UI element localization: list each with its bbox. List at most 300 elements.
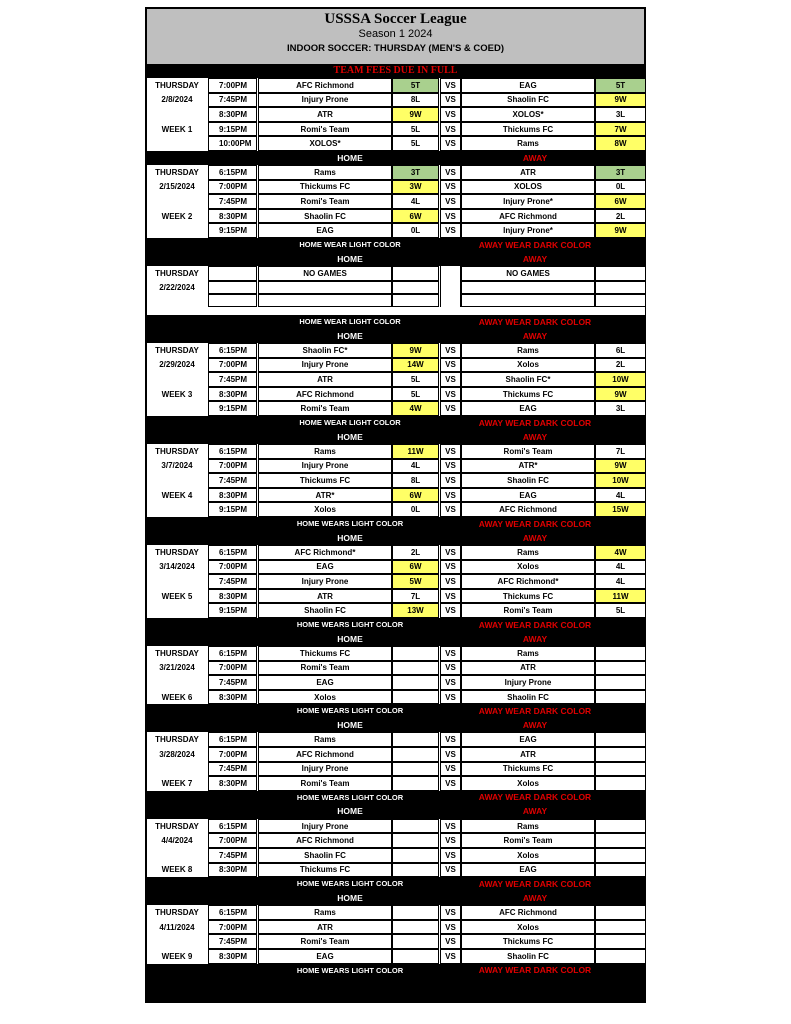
home-score: 5W [392,574,439,589]
home-team: Injury Prone [258,93,392,108]
game-row [145,122,646,137]
away-label: AWAY [522,892,548,903]
game-row [145,165,646,180]
game-time: 7:00PM [208,78,257,93]
home-score: 4W [392,401,439,416]
vs-label: VS [440,180,461,195]
away-team: EAG [461,488,595,503]
away-team: Xolos [461,848,595,863]
away-score: 9W [595,93,646,108]
away-score: 7L [595,444,646,459]
time-cell [208,281,257,294]
away-team-cell [461,281,595,294]
away-team: Thickums FC [461,589,595,604]
game-time: 7:45PM [208,93,257,108]
home-away-header [145,328,646,343]
home-score-cell [392,266,439,281]
away-label: AWAY [522,532,548,543]
home-score: 14W [392,358,439,373]
away-score: 2L [595,209,646,224]
home-score: 0L [392,502,439,517]
vs-label: VS [440,343,461,358]
vs-label: VS [440,545,461,560]
away-label: AWAY [522,806,548,817]
day-label: THURSDAY [145,646,207,661]
game-time: 8:30PM [208,863,257,878]
away-score: 3T [595,165,646,180]
away-score [595,934,646,949]
away-team: Rams [461,545,595,560]
uniform-note-row [145,877,646,890]
uniform-note-row [145,315,646,328]
away-team: Rams [461,646,595,661]
wear-dark-note: AWAY WEAR DARK COLOR [478,619,592,630]
game-time: 8:30PM [208,776,257,791]
game-time: 6:15PM [208,732,257,747]
uniform-note-row [145,791,646,804]
day-label: THURSDAY [145,78,207,93]
home-score: 13W [392,603,439,618]
away-team: XOLOS* [461,107,595,122]
date-column-cell [145,107,207,122]
home-team: Rams [258,165,392,180]
away-score: 11W [595,589,646,604]
home-away-header [145,429,646,444]
uniform-note-row [145,618,646,631]
home-score [392,646,439,661]
uniform-note-row [145,416,646,429]
vs-label: VS [440,93,461,108]
vs-label: VS [440,776,461,791]
home-team: Rams [258,905,392,920]
game-time: 7:00PM [208,459,257,474]
home-score [392,905,439,920]
game-row [145,444,646,459]
week-label: WEEK 9 [145,949,207,964]
wear-dark-note: AWAY WEAR DARK COLOR [478,316,592,327]
home-away-header [145,631,646,646]
home-team-cell [258,294,392,307]
home-score: 3T [392,165,439,180]
date-label: 3/7/2024 [145,459,207,474]
away-score [595,833,646,848]
home-team: Thickums FC [258,473,392,488]
home-label: HOME [337,431,363,442]
game-row [145,358,646,373]
away-team: EAG [461,78,595,93]
away-score: 8W [595,136,646,151]
home-team: Shaolin FC* [258,343,392,358]
home-away-header [145,151,646,165]
game-time: 8:30PM [208,488,257,503]
day-label: THURSDAY [145,266,207,281]
day-label: THURSDAY [145,732,207,747]
away-team: Thickums FC [461,122,595,137]
game-row [145,675,646,690]
game-row [145,459,646,474]
away-team: Shaolin FC [461,949,595,964]
home-team: Xolos [258,502,392,517]
away-team: ATR [461,747,595,762]
wear-light-note: HOME WEAR LIGHT COLOR [299,240,401,249]
home-score [392,661,439,676]
game-row [145,863,646,878]
away-team: Xolos [461,920,595,935]
week-label [145,294,207,307]
vs-label: VS [440,819,461,834]
home-team: Injury Prone [258,358,392,373]
vs-label: VS [440,107,461,122]
away-team: Rams [461,136,595,151]
game-row [145,372,646,387]
game-row [145,194,646,209]
away-team: Xolos [461,776,595,791]
game-time: 8:30PM [208,107,257,122]
home-team: ATR [258,589,392,604]
away-score: 3L [595,107,646,122]
away-score [595,646,646,661]
game-time: 7:00PM [208,747,257,762]
away-score [595,762,646,777]
vs-label: VS [440,675,461,690]
away-team-cell [461,294,595,307]
date-column-cell [145,473,207,488]
vs-label: VS [440,589,461,604]
game-time: 6:15PM [208,444,257,459]
vs-cell [440,281,461,294]
day-label: THURSDAY [145,545,207,560]
away-score [595,848,646,863]
home-label: HOME [337,806,363,817]
home-score: 9W [392,343,439,358]
home-score: 7L [392,589,439,604]
wear-light-note: HOME WEAR LIGHT COLOR [299,418,401,427]
game-time: 8:30PM [208,387,257,402]
vs-cell [440,266,461,281]
away-score: 10W [595,473,646,488]
home-away-header [145,890,646,905]
away-score [595,949,646,964]
away-label: AWAY [522,330,548,341]
away-label: AWAY [522,153,548,163]
home-team: Thickums FC [258,863,392,878]
game-row [145,819,646,834]
date-label: 2/29/2024 [145,358,207,373]
home-team: XOLOS* [258,136,392,151]
vs-label: VS [440,223,461,238]
away-team: AFC Richmond* [461,574,595,589]
game-row [145,136,646,151]
home-score: 5L [392,387,439,402]
game-time: 6:15PM [208,165,257,180]
away-team: XOLOS [461,180,595,195]
vs-label: VS [440,690,461,705]
home-team: EAG [258,560,392,575]
home-team: Rams [258,732,392,747]
game-row [145,343,646,358]
day-label: THURSDAY [145,343,207,358]
date-column-cell [145,401,207,416]
game-row [145,762,646,777]
date-label: 3/28/2024 [145,747,207,762]
home-team: Xolos [258,690,392,705]
vs-label: VS [440,747,461,762]
game-row [145,905,646,920]
away-score: 9W [595,387,646,402]
week-label: WEEK 4 [145,488,207,503]
week-label: WEEK 1 [145,122,207,137]
away-score-cell [595,281,646,294]
away-team: Shaolin FC* [461,372,595,387]
away-score: 4L [595,560,646,575]
home-away-header [145,530,646,545]
home-team: Injury Prone [258,459,392,474]
game-row [145,107,646,122]
home-label: HOME [337,532,363,543]
away-team: Xolos [461,358,595,373]
game-time: 7:45PM [208,574,257,589]
home-team: Romi's Team [258,401,392,416]
vs-label: VS [440,372,461,387]
game-time: 7:00PM [208,920,257,935]
home-team: ATR [258,920,392,935]
game-row [145,387,646,402]
home-score: 6W [392,209,439,224]
game-row [145,690,646,705]
game-time: 7:00PM [208,661,257,676]
away-team: AFC Richmond [461,209,595,224]
game-row [145,488,646,503]
game-time: 7:00PM [208,180,257,195]
game-time: 8:30PM [208,690,257,705]
home-score: 9W [392,107,439,122]
away-team-cell: NO GAMES [461,266,595,281]
away-score: 4W [595,545,646,560]
home-score: 5L [392,136,439,151]
away-team: Xolos [461,560,595,575]
away-score [595,747,646,762]
vs-label: VS [440,762,461,777]
wear-dark-note: AWAY WEAR DARK COLOR [478,792,592,803]
wear-dark-note: AWAY WEAR DARK COLOR [478,878,592,889]
home-team: Thickums FC [258,646,392,661]
vs-label: VS [440,165,461,180]
away-score: 15W [595,502,646,517]
game-time: 9:15PM [208,122,257,137]
home-team: Shaolin FC [258,209,392,224]
home-team: AFC Richmond [258,747,392,762]
away-score [595,905,646,920]
home-team: EAG [258,223,392,238]
home-team: Rams [258,444,392,459]
game-row [145,473,646,488]
away-team: EAG [461,863,595,878]
away-score: 9W [595,459,646,474]
away-score: 3L [595,401,646,416]
away-score: 4L [595,574,646,589]
away-score [595,732,646,747]
game-time: 7:45PM [208,762,257,777]
date-label: 2/8/2024 [145,93,207,108]
date-label: 4/4/2024 [145,833,207,848]
date-label: 4/11/2024 [145,920,207,935]
away-score [595,690,646,705]
vs-label: VS [440,848,461,863]
away-team: Thickums FC [461,387,595,402]
game-time: 7:45PM [208,934,257,949]
home-team: AFC Richmond [258,78,392,93]
home-score [392,848,439,863]
game-row [145,545,646,560]
game-time: 7:45PM [208,372,257,387]
vs-label: VS [440,194,461,209]
game-row [145,401,646,416]
home-team: Romi's Team [258,194,392,209]
home-team: Shaolin FC [258,603,392,618]
away-team: EAG [461,401,595,416]
day-label: THURSDAY [145,444,207,459]
date-column-cell [145,762,207,777]
game-row [145,93,646,108]
away-score [595,661,646,676]
date-column-cell [145,934,207,949]
home-score-cell [392,294,439,307]
week-label: WEEK 7 [145,776,207,791]
home-label: HOME [337,892,363,903]
game-row [145,78,646,93]
home-team: EAG [258,675,392,690]
away-team: EAG [461,732,595,747]
game-row [145,833,646,848]
away-team: Injury Prone [461,675,595,690]
uniform-note-row [145,964,646,977]
away-label: AWAY [522,431,548,442]
fees-banner: TEAM FEES DUE IN FULL [145,64,646,78]
vs-label: VS [440,863,461,878]
game-row [145,209,646,224]
vs-label: VS [440,473,461,488]
game-time: 8:30PM [208,209,257,224]
home-team: Thickums FC [258,180,392,195]
no-games-row [145,266,646,281]
wear-dark-note: AWAY WEAR DARK COLOR [478,965,592,976]
game-row [145,223,646,238]
home-team: ATR [258,372,392,387]
home-team: Injury Prone [258,762,392,777]
home-team: Romi's Team [258,661,392,676]
season-label: Season 1 2024 [358,28,433,40]
home-score [392,762,439,777]
game-time: 7:45PM [208,194,257,209]
home-score [392,949,439,964]
wear-light-note: HOME WEARS LIGHT COLOR [296,965,404,975]
home-label: HOME [337,719,363,730]
date-column-cell [145,574,207,589]
home-score: 5L [392,372,439,387]
vs-label: VS [440,920,461,935]
home-team: AFC Richmond [258,833,392,848]
away-team: Thickums FC [461,934,595,949]
game-time: 6:15PM [208,819,257,834]
home-team: Injury Prone [258,819,392,834]
league-subtitle: INDOOR SOCCER: THURSDAY (MEN'S & COED) [286,43,505,54]
away-label: AWAY [522,253,548,264]
game-time: 7:45PM [208,473,257,488]
away-label: AWAY [522,719,548,730]
game-row [145,646,646,661]
week-label: WEEK 2 [145,209,207,224]
home-score: 8L [392,93,439,108]
home-score: 5T [392,78,439,93]
home-team: Romi's Team [258,934,392,949]
home-score [392,690,439,705]
away-team: Shaolin FC [461,473,595,488]
away-score-cell [595,294,646,307]
game-row [145,747,646,762]
vs-label: VS [440,949,461,964]
home-score: 3W [392,180,439,195]
vs-label: VS [440,574,461,589]
vs-label: VS [440,646,461,661]
home-score: 4L [392,194,439,209]
home-away-header [145,251,646,266]
vs-label: VS [440,136,461,151]
vs-label: VS [440,833,461,848]
game-row [145,776,646,791]
vs-label: VS [440,401,461,416]
game-row [145,848,646,863]
away-label: AWAY [522,633,548,644]
time-cell [208,266,257,281]
day-label: THURSDAY [145,905,207,920]
wear-dark-note: AWAY WEAR DARK COLOR [478,705,592,716]
time-cell [208,294,257,307]
vs-label: VS [440,502,461,517]
no-games-row [145,281,646,294]
date-label: 2/15/2024 [145,180,207,195]
away-score [595,819,646,834]
home-score [392,934,439,949]
date-column-cell [145,502,207,517]
game-time: 7:00PM [208,560,257,575]
game-time: 9:15PM [208,603,257,618]
home-score: 0L [392,223,439,238]
away-team: Romi's Team [461,833,595,848]
game-time: 10:00PM [208,136,257,151]
date-column-cell [145,675,207,690]
league-title: USSSA Soccer League [324,11,467,27]
date-label: 2/22/2024 [145,281,207,294]
game-time: 6:15PM [208,343,257,358]
home-score: 5L [392,122,439,137]
day-label: THURSDAY [145,819,207,834]
away-score-cell [595,266,646,281]
away-team: Shaolin FC [461,93,595,108]
away-team: Shaolin FC [461,690,595,705]
home-score [392,863,439,878]
home-team: Injury Prone [258,574,392,589]
sheet-header [145,7,646,64]
game-time: 8:30PM [208,949,257,964]
vs-label: VS [440,358,461,373]
home-score [392,776,439,791]
game-row [145,589,646,604]
away-team: Thickums FC [461,762,595,777]
home-team: ATR* [258,488,392,503]
home-score [392,675,439,690]
away-score: 5T [595,78,646,93]
home-team: Romi's Team [258,776,392,791]
